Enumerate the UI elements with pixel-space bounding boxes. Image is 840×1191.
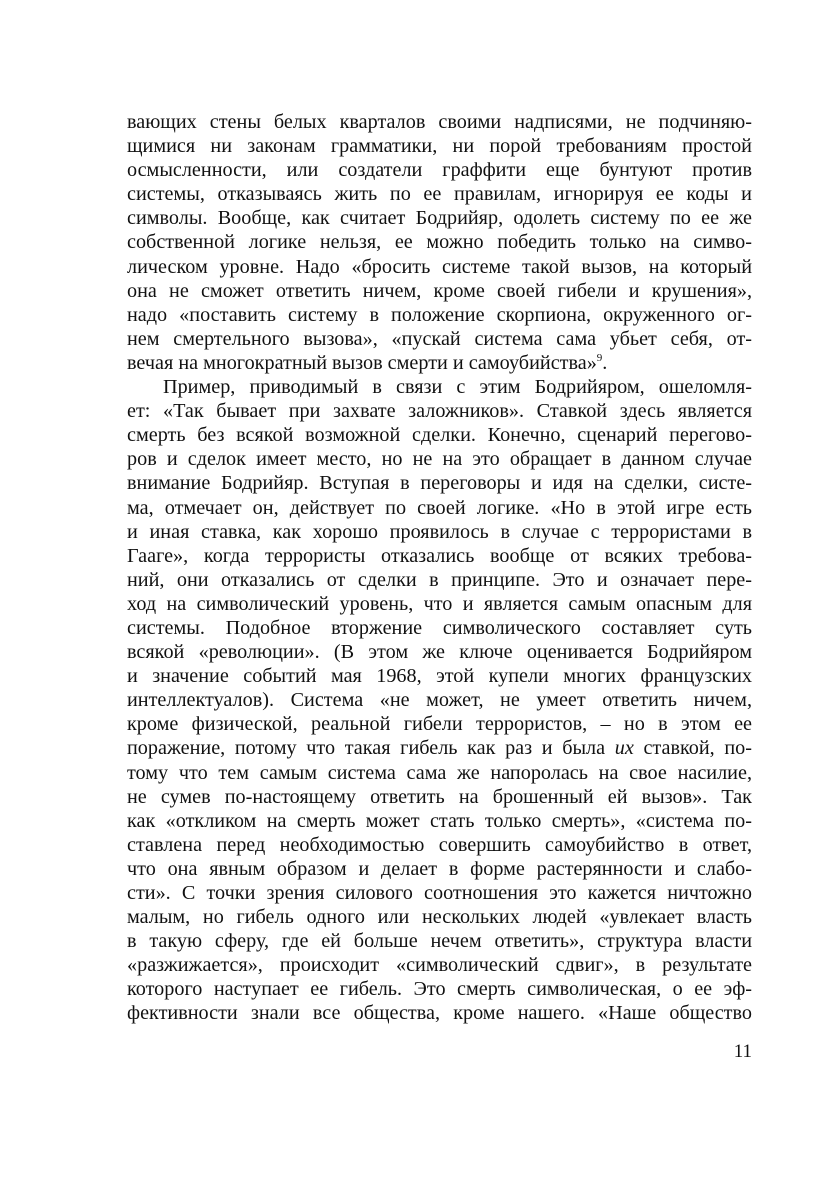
text-line: что она явным образом и делает в форме растерянности и слабо- <box>127 857 752 880</box>
text-line: ма, отмечает он, действует по своей логике. «Но в этой игре есть <box>127 496 752 519</box>
footnote-ref: 9 <box>596 351 603 364</box>
text-line: всякой «революции». (В этом же ключе оценивается Бодрийяром <box>127 641 752 664</box>
text-line: тому что тем самым система сама же напоролась на свое насилие, <box>127 761 752 784</box>
text-line: она не сможет ответить ничем, кроме своей гибели и крушения», <box>127 279 752 302</box>
text-line: надо «поставить систему в положение скорпиона, окруженного ог- <box>127 303 752 326</box>
page-number: 11 <box>733 1041 752 1062</box>
text-line: системы. Подобное вторжение символического составляет суть <box>127 616 752 639</box>
text-line: системы, отказываясь жить по ее правилам, игнорируя ее коды и <box>127 183 752 206</box>
text-line: осмысленности, или создатели граффити еще бунтуют против <box>127 159 752 182</box>
text-line: малым, но гибель одного или нескольких людей «увлекает власть <box>127 906 752 929</box>
text-line: как «откликом на смерть может стать только смерть», «система по- <box>127 809 752 832</box>
text-line <box>127 736 752 760</box>
text-line: лическом уровне. Надо «бросить системе такой вызов, на который <box>127 255 752 278</box>
text-line: не сумев по-настоящему ответить на брошенный ей вызов». Так <box>127 785 752 808</box>
text-line: «разжижается», происходит «символический сдвиг», в результате <box>127 954 752 977</box>
text-line: символы. Вообще, как считает Бодрийяр, одолеть систему по ее же <box>127 207 752 230</box>
text-line: ет: «Так бывает при захвате заложников». Ставкой здесь является <box>127 400 752 423</box>
text-line: Гааге», когда террористы отказались вообще от всяких требова- <box>127 544 752 567</box>
text-line: ставлена перед необходимостью совершить самоубийство в ответ, <box>127 833 752 856</box>
italic-emphasis: их <box>614 737 634 760</box>
text-line: внимание Бодрийяр. Вступая в переговоры и идя на сделки, систе- <box>127 472 752 495</box>
text-line: и значение событий мая 1968, этой купели многих французских <box>127 665 752 688</box>
text-line: собственной логике нельзя, ее можно победить только на симво- <box>127 231 752 254</box>
text-line: Пример, приводимый в связи с этим Бодрийяром, ошеломля- <box>163 376 752 399</box>
text-line: вающих стены белых кварталов своими надписями, не подчиняю- <box>127 111 752 133</box>
text-line: сти». С точки зрения силового соотношения это кажется ничтожно <box>127 882 752 904</box>
text-line: ход на символический уровень, что и является самым опасным для <box>127 592 752 615</box>
text-line: ний, они отказались от сделки в принципе. Это и означает пере- <box>127 568 752 591</box>
text-line-content: поражение, потому что такая гибель как раз и была <box>127 737 615 760</box>
text-line: фективности знали все общества, кроме нашего. «Наше общество <box>127 1002 752 1025</box>
text-line: щимися ни законам грамматики, ни порой требованиям простой <box>127 135 752 158</box>
text-line: вечая на многократный вызов смерти и самоубийства»$^9$. <box>127 351 608 374</box>
body-text <box>127 110 752 1026</box>
text-line: смерть без всякой возможной сделки. Конечно, сценарий перегово- <box>127 424 752 447</box>
text-line: интеллектуалов). Система «не может, не умеет ответить ничем, <box>127 689 752 712</box>
text-line-content: вечая на многократный вызов смерти и самоубийства» <box>127 351 597 374</box>
text-line-tail: ставкой, по- <box>633 737 752 760</box>
text-line: и иная ставка, как хорошо проявилось в случае с террористами в <box>127 520 752 543</box>
text-line: ров и сделок имеет место, но не на это обращает в данном случае <box>127 448 752 471</box>
text-line: нем смертельного вызова», «пускай система сама убьет себя, от- <box>127 327 752 350</box>
text-line: которого наступает ее гибель. Это смерть символическая, о ее эф- <box>127 978 752 1001</box>
text-line: кроме физической, реальной гибели террористов, – но в этом ее <box>127 713 752 736</box>
text-line: в такую сферу, где ей больше нечем ответить», структура власти <box>127 930 752 953</box>
